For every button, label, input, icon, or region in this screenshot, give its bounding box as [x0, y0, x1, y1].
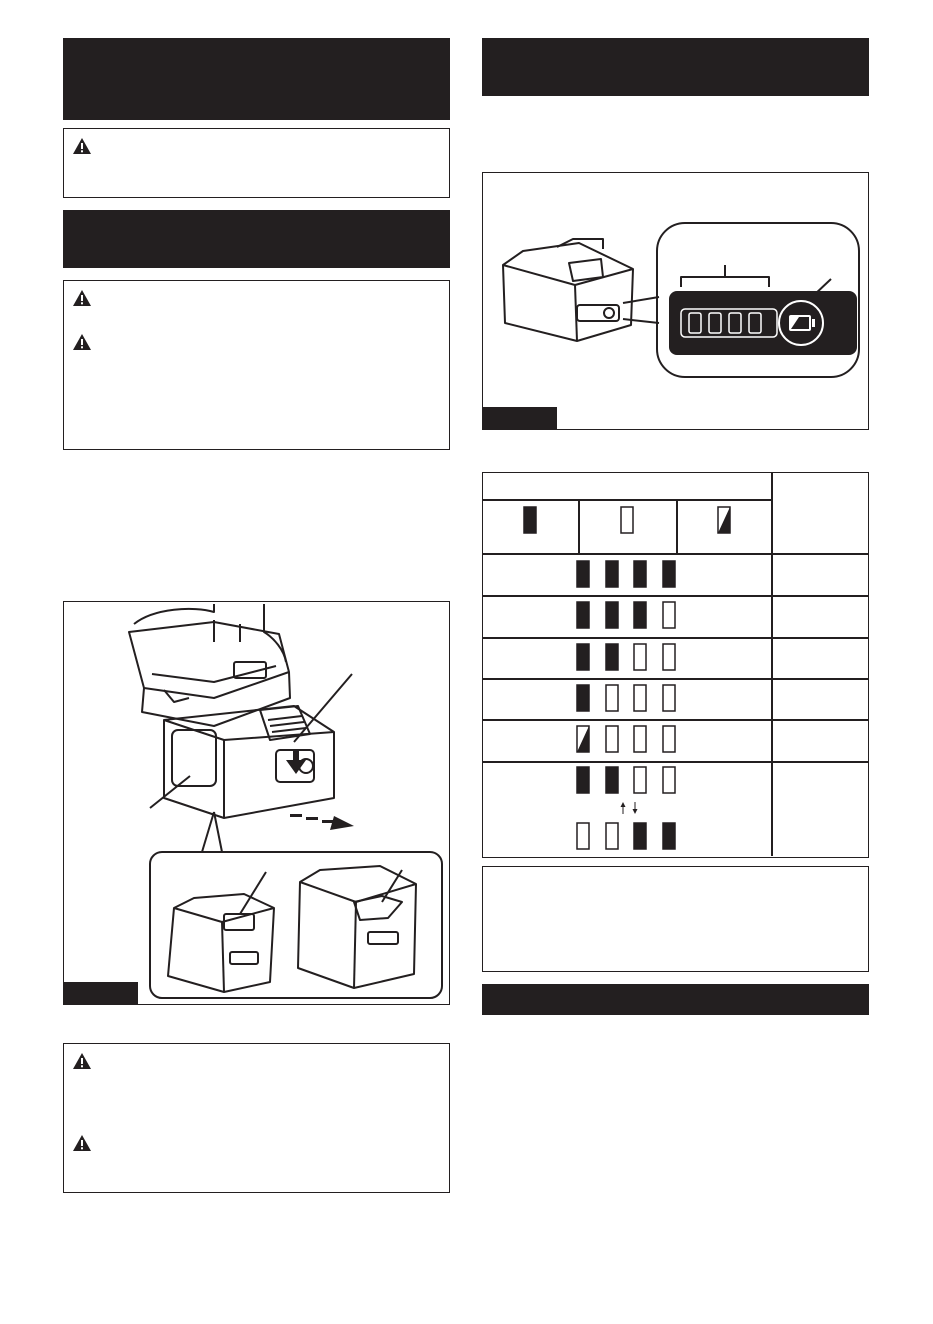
lamp-empty	[634, 685, 646, 711]
lamp-empty	[606, 823, 618, 849]
section-header-bar-3	[482, 38, 869, 96]
section-header-bar-2	[63, 210, 450, 268]
header-lamp-blinking	[718, 507, 730, 533]
lamp-empty	[634, 644, 646, 670]
section-header-bar-1	[63, 38, 450, 120]
figure-tag	[483, 407, 557, 429]
figure-tag	[64, 982, 138, 1004]
lamp-filled	[606, 602, 618, 628]
lamp-empty	[663, 726, 675, 752]
indicator-lamp-grid	[483, 473, 869, 857]
lamp-filled	[634, 823, 646, 849]
alternate-arrows-icon	[621, 802, 638, 814]
lamp-filled	[577, 685, 589, 711]
lamp-filled	[606, 644, 618, 670]
lamp-filled	[634, 602, 646, 628]
note-box	[482, 866, 869, 972]
warning-box-1	[63, 128, 450, 198]
lamp-empty	[663, 602, 675, 628]
warning-triangle-icon	[72, 137, 92, 155]
lamp-empty	[663, 644, 675, 670]
lamp-filled	[577, 602, 589, 628]
lamp-filled	[663, 561, 675, 587]
lamp-blinking	[577, 726, 589, 752]
lamp-empty	[634, 726, 646, 752]
battery-indicator-illustration	[483, 173, 867, 427]
header-lamp-empty	[621, 507, 633, 533]
warning-box-3	[63, 1043, 450, 1193]
lamp-filled	[606, 561, 618, 587]
lamp-empty	[606, 685, 618, 711]
section-header-bar-4	[482, 984, 869, 1015]
lamp-empty	[634, 767, 646, 793]
warning-triangle-icon	[72, 1134, 92, 1152]
tool-battery-illustration	[64, 602, 448, 1002]
warning-triangle-icon	[72, 333, 92, 351]
lamp-empty	[606, 726, 618, 752]
figure-battery-removal	[63, 601, 450, 1005]
lamp-filled	[606, 767, 618, 793]
lamp-empty	[663, 767, 675, 793]
warning-triangle-icon	[72, 1052, 92, 1070]
lamp-empty	[577, 823, 589, 849]
lamp-filled	[577, 767, 589, 793]
lamp-filled	[577, 644, 589, 670]
lamp-filled	[634, 561, 646, 587]
lamp-filled	[577, 561, 589, 587]
arrow-down-icon	[286, 750, 306, 774]
warning-box-2	[63, 280, 450, 450]
arrow-right-icon	[290, 814, 354, 830]
figure-battery-indicator	[482, 172, 869, 430]
lamp-empty	[663, 685, 675, 711]
header-lamp-filled	[524, 507, 536, 533]
indicator-table	[482, 472, 869, 858]
warning-triangle-icon	[72, 289, 92, 307]
lamp-filled	[663, 823, 675, 849]
